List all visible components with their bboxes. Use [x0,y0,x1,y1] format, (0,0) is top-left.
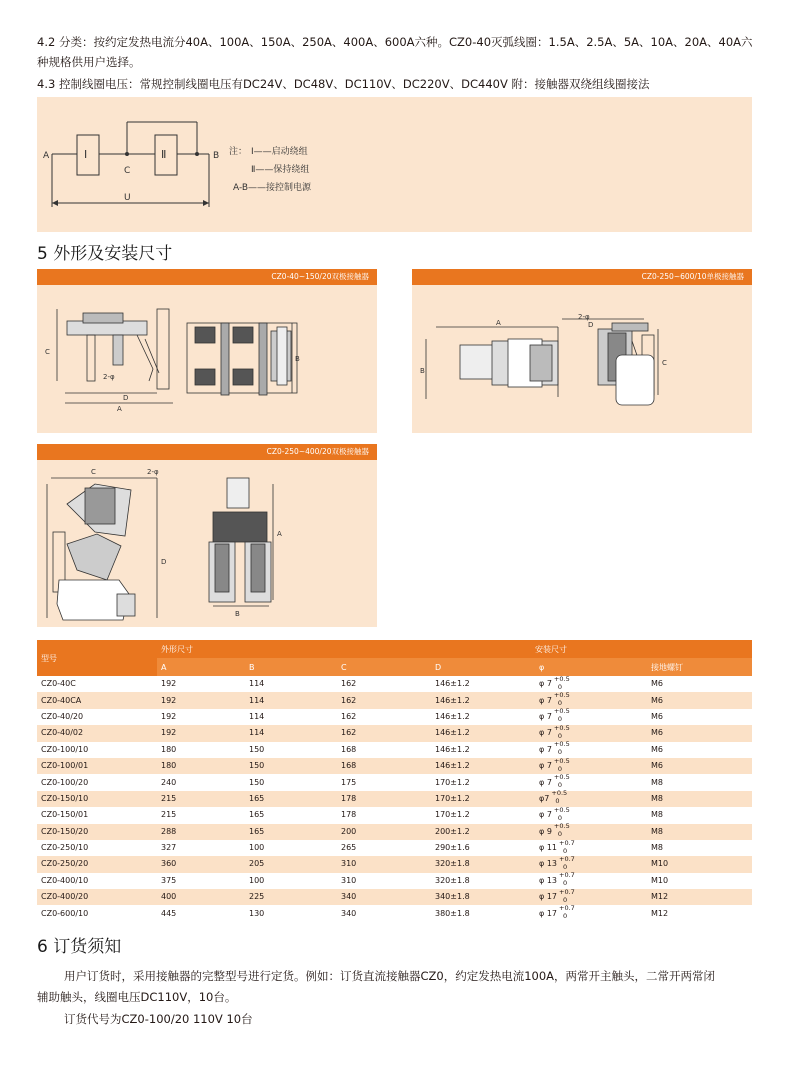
cell-model: CZ0-600/10 [37,905,157,921]
cell-c: 168 [337,742,431,758]
cell-screw: M8 [647,824,752,840]
panel-2-dim-phi: 2-φ [578,313,590,321]
dimension-table [37,640,752,922]
cell-a: 192 [157,709,245,725]
cell-a: 375 [157,873,245,889]
cell-a: 192 [157,725,245,741]
cell-screw: M6 [647,725,752,741]
cell-d: 170±1.2 [431,774,535,790]
note-prefix: 注： [229,147,248,157]
order-para-3: 订货代号为CZ0-100/20 110V 10台 [64,1012,253,1026]
cell-b: 205 [245,856,337,872]
cell-phi [535,824,647,840]
tolerance-lower: 0 [557,731,563,740]
phi-value: φ 7 [539,744,552,754]
cell-phi [535,774,647,790]
phi-value: φ 17 [539,892,557,902]
header-col-a: A [157,658,245,676]
table-row [37,840,752,856]
cell-d: 170±1.2 [431,807,535,823]
cell-c: 162 [337,676,431,692]
cell-d: 290±1.6 [431,840,535,856]
tolerance-lower: 0 [557,764,563,773]
cell-screw: M6 [647,676,752,692]
phi-value: φ 7 [539,761,552,771]
tolerance-upper: +0.5 [553,756,570,765]
panel-1-dim-c: C [45,348,50,356]
tolerance [559,854,575,871]
table-row [37,873,752,889]
tolerance-upper: +0.5 [551,789,568,798]
coil-diagram-panel [37,97,752,232]
cell-phi [535,725,647,741]
cell-phi [535,742,647,758]
cell-d: 146±1.2 [431,676,535,692]
cell-model: CZ0-40CA [37,692,157,708]
cell-model: CZ0-100/10 [37,742,157,758]
cell-a: 288 [157,824,245,840]
cell-d: 146±1.2 [431,758,535,774]
cell-phi [535,791,647,807]
cell-b: 165 [245,791,337,807]
table-row [37,676,752,692]
cell-c: 162 [337,725,431,741]
tolerance-upper: +0.7 [559,838,575,847]
panel-3-dim-d: D [161,558,167,566]
phi-value: φ 7 [539,711,552,721]
contactor-drawing-3 [37,444,377,627]
tolerance-upper: +0.5 [553,707,570,716]
order-para-2: 辅助触头，线圈电压DC110V，10台。 [37,990,237,1004]
cell-b: 165 [245,807,337,823]
cell-phi [535,758,647,774]
tolerance [553,756,570,773]
cell-phi [535,692,647,708]
panel-1-dim-d: D [123,394,129,402]
phi-value: φ7 [539,793,550,803]
cell-phi [535,807,647,823]
tolerance [551,791,567,805]
cell-b: 150 [245,742,337,758]
cell-model: CZ0-150/01 [37,807,157,823]
cell-d: 320±1.8 [431,856,535,872]
cell-c: 310 [337,873,431,889]
note-line-3: A-B——接控制电源 [233,183,312,193]
cell-b: 150 [245,758,337,774]
phi-value: φ 7 [539,777,552,787]
tolerance-upper: +0.5 [553,723,570,732]
cell-a: 192 [157,676,245,692]
cell-d: 380±1.8 [431,905,535,921]
outline-panel-1 [37,269,377,433]
cell-screw: M8 [647,774,752,790]
cell-b: 165 [245,824,337,840]
cell-b: 114 [245,725,337,741]
table-row [37,774,752,790]
label-c: C [124,166,131,176]
tolerance-upper: +0.5 [553,805,570,814]
cell-d: 146±1.2 [431,725,535,741]
cell-model: CZ0-400/10 [37,873,157,889]
tolerance-lower: 0 [557,715,563,724]
coil-1-label: Ⅰ [84,148,88,161]
contactor-drawing-1 [37,269,377,433]
cell-a: 240 [157,774,245,790]
cell-c: 340 [337,889,431,905]
panel-2-dim-c: C [662,359,667,367]
cell-phi [535,856,647,872]
intro-line-3: 4.3 控制线圈电压：常规控制线圈电压有DC24V、DC48V、DC110V、DC220V、DC440V 附：接触器双绕组线圈接法 [37,77,650,91]
cell-b: 114 [245,709,337,725]
cell-b: 100 [245,840,337,856]
cell-model: CZ0-250/20 [37,856,157,872]
header-col-screw: 接地螺钉 [647,658,752,676]
table-row [37,758,752,774]
cell-screw: M12 [647,905,752,921]
phi-value: φ 7 [539,728,552,738]
cell-c: 168 [337,758,431,774]
cell-model: CZ0-400/20 [37,889,157,905]
panel-3-dim-a: A [277,530,282,538]
panel-2-dim-b: B [420,367,425,375]
note-line-2: Ⅱ——保持绕组 [251,165,310,175]
cell-d: 146±1.2 [431,742,535,758]
header-col-d: D [431,658,535,676]
panel-3-dim-c: C [91,468,96,476]
tolerance [553,805,570,822]
cell-b: 100 [245,873,337,889]
cell-d: 146±1.2 [431,709,535,725]
cell-c: 200 [337,824,431,840]
tolerance-upper: +0.5 [553,674,570,683]
cell-c: 175 [337,774,431,790]
cell-a: 215 [157,791,245,807]
tolerance-upper: +0.7 [559,904,575,913]
cell-phi [535,889,647,905]
tolerance [554,775,570,789]
cell-a: 215 [157,807,245,823]
table-row [37,725,752,741]
cell-screw: M6 [647,692,752,708]
panel-3-dim-phi: 2-φ [147,468,159,476]
phi-value: φ 11 [539,843,557,853]
tolerance-lower: 0 [557,813,563,822]
tolerance-lower: 0 [563,879,568,888]
cell-b: 114 [245,676,337,692]
cell-screw: M10 [647,873,752,889]
tolerance [559,906,575,920]
header-model: 型号 [37,640,157,676]
cell-screw: M6 [647,742,752,758]
cell-d: 340±1.8 [431,889,535,905]
tolerance-upper: +0.5 [553,740,570,749]
panel-3-title: CZ0-250~400/20双极接触器 [37,444,377,460]
cell-c: 310 [337,856,431,872]
header-install: 安装尺寸 [535,640,752,658]
tolerance [553,674,570,691]
tolerance-upper: +0.5 [553,691,570,700]
cell-b: 130 [245,905,337,921]
panel-1-title: CZ0-40~150/20双极接触器 [37,269,377,285]
section-6-title: 6 订货须知 [37,937,122,957]
tolerance-lower: 0 [557,682,563,691]
label-b: B [213,151,220,161]
cell-screw: M8 [647,791,752,807]
cell-c: 162 [337,692,431,708]
header-outline: 外形尺寸 [157,640,535,658]
cell-model: CZ0-150/10 [37,791,157,807]
note-line-1: Ⅰ——启动绕组 [251,147,308,157]
tolerance-upper: +0.7 [559,871,575,880]
coil-wiring-diagram [37,97,752,232]
cell-model: CZ0-40/20 [37,709,157,725]
section-5-title: 5 外形及安装尺寸 [37,244,173,264]
tolerance [554,824,570,838]
table-row [37,905,752,921]
cell-model: CZ0-40C [37,676,157,692]
table-row [37,692,752,708]
label-u: U [124,193,131,203]
panel-2-title: CZ0-250~600/10单极接触器 [412,269,752,285]
tolerance [553,723,570,740]
tolerance [559,887,575,904]
cell-a: 180 [157,758,245,774]
tolerance-lower: 0 [563,846,568,855]
phi-value: φ 17 [539,908,557,918]
phi-value: φ 13 [539,875,557,885]
cell-d: 200±1.2 [431,824,535,840]
cell-c: 162 [337,709,431,725]
panel-2-dim-a: A [496,319,501,327]
header-col-c: C [337,658,431,676]
cell-screw: M8 [647,840,752,856]
cell-a: 360 [157,856,245,872]
table-row [37,709,752,725]
table-row [37,824,752,840]
cell-screw: M6 [647,758,752,774]
panel-1-dim-phi: 2-φ [103,373,115,381]
table-body [37,676,752,922]
cell-model: CZ0-150/20 [37,824,157,840]
cell-a: 192 [157,692,245,708]
cell-c: 265 [337,840,431,856]
table-row [37,791,752,807]
cell-model: CZ0-40/02 [37,725,157,741]
cell-model: CZ0-250/10 [37,840,157,856]
tolerance [554,742,570,756]
cell-screw: M10 [647,856,752,872]
panel-1-dim-b: B [295,355,300,363]
cell-a: 327 [157,840,245,856]
cell-screw: M6 [647,709,752,725]
cell-c: 340 [337,905,431,921]
phi-value: φ 7 [539,695,552,705]
table-row [37,807,752,823]
cell-a: 180 [157,742,245,758]
coil-2-label: Ⅱ [161,148,167,161]
cell-c: 178 [337,791,431,807]
cell-c: 178 [337,807,431,823]
cell-phi [535,709,647,725]
tolerance-lower: 0 [557,781,563,790]
tolerance-upper: +0.5 [553,773,570,782]
panel-2-dim-d: D [588,321,594,329]
cell-b: 225 [245,889,337,905]
cell-model: CZ0-100/20 [37,774,157,790]
label-a: A [43,151,50,161]
tolerance-lower: 0 [557,830,563,839]
table-row [37,742,752,758]
tolerance-upper: +0.7 [559,854,575,863]
cell-phi [535,873,647,889]
cell-model: CZ0-100/01 [37,758,157,774]
panel-3-dim-b: B [235,610,240,618]
panel-1-dim-a: A [117,405,122,413]
tolerance-lower: 0 [563,862,568,871]
cell-screw: M8 [647,807,752,823]
phi-value: φ 13 [539,859,557,869]
contactor-drawing-2 [412,269,752,433]
tolerance [559,838,575,855]
cell-d: 146±1.2 [431,692,535,708]
cell-a: 445 [157,905,245,921]
cell-phi [535,840,647,856]
outline-panel-3 [37,444,377,627]
tolerance-lower: 0 [563,895,568,904]
cell-b: 114 [245,692,337,708]
tolerance [554,709,570,723]
phi-value: φ 7 [539,810,552,820]
tolerance-lower: 0 [563,912,568,921]
intro-line-2: 种规格供用户选择。 [37,55,141,69]
tolerance [554,693,570,707]
tolerance-lower: 0 [557,699,563,708]
header-col-phi: φ [535,658,647,676]
cell-d: 170±1.2 [431,791,535,807]
cell-a: 400 [157,889,245,905]
table-row [37,856,752,872]
tolerance-lower: 0 [555,797,560,806]
cell-d: 320±1.8 [431,873,535,889]
cell-b: 150 [245,774,337,790]
tolerance-lower: 0 [557,748,563,757]
cell-phi [535,676,647,692]
table-row [37,889,752,905]
cell-screw: M12 [647,889,752,905]
cell-phi [535,905,647,921]
outline-panel-2 [412,269,752,433]
intro-line-1: 4.2 分类：按约定发热电流分40A、100A、150A、250A、400A、600A六种。CZ0-40灭弧线圈：1.5A、2.5A、5A、10A、20A、40A六 [37,35,753,49]
phi-value: φ 9 [539,826,552,836]
tolerance [559,873,575,887]
order-para-1: 用户订货时，采用接触器的完整型号进行定货。例如：订货直流接触器CZ0，约定发热电流100A，两常开主触头，二常开两常闭 [64,969,716,983]
tolerance-upper: +0.7 [559,887,575,896]
tolerance-upper: +0.5 [553,822,570,831]
phi-value: φ 7 [539,679,552,689]
header-col-b: B [245,658,337,676]
